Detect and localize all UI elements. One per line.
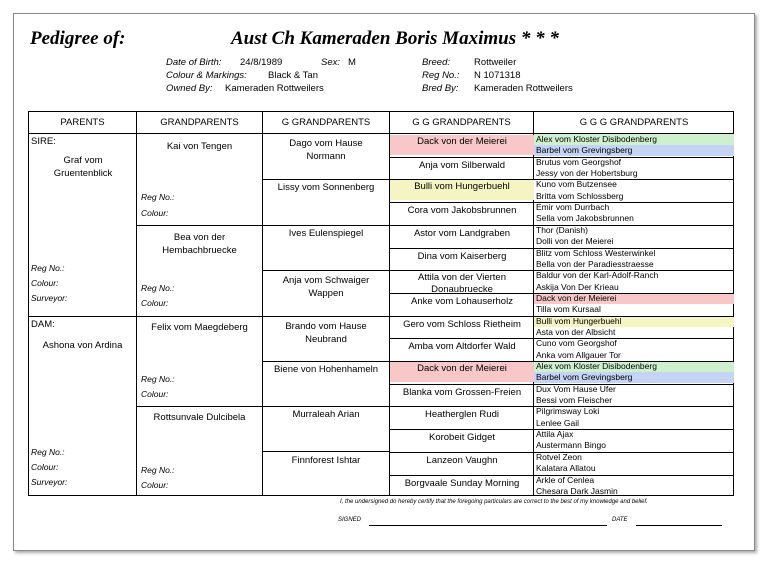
dam-name: Ashona von Ardina bbox=[42, 340, 123, 351]
row-divider bbox=[533, 293, 734, 294]
row-divider bbox=[389, 179, 533, 180]
row-divider bbox=[533, 157, 734, 158]
gg-grandparent-name: Gero vom Schloss Rietheim bbox=[403, 318, 521, 330]
gg-grandparent-name: Korobeit Gidget bbox=[428, 432, 495, 444]
row-divider bbox=[262, 179, 389, 180]
row-divider bbox=[389, 452, 533, 453]
ggg-grandparent-name: Sella vom Jakobsbrunnen bbox=[536, 213, 634, 224]
signed-line[interactable] bbox=[369, 525, 607, 526]
sire-surveyor-label: Surveyor: bbox=[31, 293, 68, 303]
breed-label: Breed: bbox=[422, 57, 450, 68]
row-divider bbox=[389, 429, 533, 430]
row-divider bbox=[533, 452, 734, 453]
row-divider bbox=[533, 179, 734, 180]
pedigree-table bbox=[28, 111, 734, 496]
g-grandparent-name: Biene von Hohenhameln bbox=[273, 364, 379, 375]
gg-grandparent-name: Cora vom Jakobsbrunnen bbox=[407, 205, 517, 217]
grandparent-name: Bea von der Hembachbruecke bbox=[162, 232, 237, 256]
ggg-grandparent-name: Arkle of Cenlea bbox=[536, 474, 595, 485]
sire-label: SIRE: bbox=[31, 136, 56, 147]
row-divider bbox=[389, 248, 533, 249]
sire-name: Graf vom Gruentenblick bbox=[53, 155, 113, 179]
title-label: Pedigree of: bbox=[30, 28, 126, 49]
ggg-grandparent-name: Baldur von der Karl-Adolf-Ranch bbox=[536, 270, 659, 281]
gg-grandparent-name: Heatherglen Rudi bbox=[425, 409, 499, 421]
reg-label: Reg No.: bbox=[141, 374, 175, 384]
ggg-grandparent-name: Austermann Bingo bbox=[536, 440, 606, 451]
ggg-grandparent-name: Dack von der Meierei bbox=[534, 293, 734, 304]
ggg-grandparent-name: Cuno vom Georgshof bbox=[536, 338, 617, 349]
header-grandparents: GRANDPARENTS bbox=[160, 117, 239, 128]
ggg-grandparent-name: Alex vom Kloster Disibodenberg bbox=[534, 134, 734, 145]
colour-label: Colour: bbox=[141, 389, 169, 399]
row-divider bbox=[389, 316, 533, 317]
ggg-grandparent-name: Attila Ajax bbox=[536, 429, 574, 440]
ggg-grandparent-name: Tilla vom Kursaal bbox=[536, 304, 601, 315]
gg-grandparent-name: Amba vom Altdorfer Wald bbox=[408, 341, 516, 353]
row-divider bbox=[262, 361, 389, 362]
ggg-grandparent-name: Bessi vom Fleischer bbox=[536, 395, 613, 406]
ggg-grandparent-name: Askija Von Der Krieau bbox=[536, 281, 619, 292]
ggg-grandparent-name: Chesara Dark Jasmin bbox=[536, 485, 618, 496]
ggg-grandparent-name: Lenlee Gail bbox=[536, 417, 580, 428]
row-divider bbox=[262, 406, 389, 407]
row-divider bbox=[533, 406, 734, 407]
gg-grandparent-name: Lanzeon Vaughn bbox=[426, 454, 498, 466]
ggg-grandparent-name: Dux Vom Hause Ufer bbox=[536, 383, 616, 394]
dob-value: 24/8/1989 bbox=[240, 57, 283, 68]
dog-name: Aust Ch Kameraden Boris Maximus * * * bbox=[231, 28, 559, 49]
g-grandparent-name: Dago vom Hause Normann bbox=[289, 138, 363, 162]
row-divider bbox=[533, 429, 734, 430]
gg-grandparent-name: Anja vom Silberwald bbox=[418, 159, 506, 171]
ggg-grandparent-name: Barbel vom Grevingsberg bbox=[534, 145, 734, 156]
row-divider bbox=[389, 338, 533, 339]
colour-label: Colour & Markings: bbox=[166, 70, 247, 81]
colour-label: Colour: bbox=[141, 480, 169, 490]
col-divider bbox=[262, 112, 263, 495]
gg-grandparent-name: Borgvaale Sunday Morning bbox=[404, 477, 520, 489]
ggg-grandparent-name: Bella von der Paradiesstraesse bbox=[536, 258, 654, 269]
sex-value: M bbox=[348, 57, 356, 68]
row-divider bbox=[533, 361, 734, 362]
reg-label: Reg No.: bbox=[141, 465, 175, 475]
ggg-grandparent-name: Rotvel Zeon bbox=[536, 451, 582, 462]
gg-grandparent-name: Attila von der Vierten Donaubruecke bbox=[417, 272, 506, 292]
g-grandparent-name: Brando vom Hause Neubrand bbox=[285, 321, 367, 345]
dob-label: Date of Birth: bbox=[166, 57, 222, 68]
ggg-grandparent-name: Jessy von der Hobertsburg bbox=[536, 168, 638, 179]
row-divider bbox=[262, 225, 389, 226]
signed-label: SIGNED bbox=[338, 517, 362, 523]
bred-label: Bred By: bbox=[422, 83, 459, 94]
ggg-grandparent-name: Alex vom Kloster Disibodenberg bbox=[534, 361, 734, 372]
sire-reg-label: Reg No.: bbox=[31, 263, 65, 273]
row-divider bbox=[389, 157, 533, 158]
colour-value: Black & Tan bbox=[268, 70, 318, 81]
ggg-grandparent-name: Pilgrimsway Loki bbox=[536, 406, 600, 417]
gg-grandparent-name: Dack von der Meierei bbox=[390, 362, 534, 382]
reg-label: Reg No.: bbox=[141, 283, 175, 293]
row-divider bbox=[389, 361, 533, 362]
row-divider bbox=[262, 451, 389, 452]
grandparent-name: Felix vom Maegdeberg bbox=[151, 322, 248, 333]
sire-colour-label: Colour: bbox=[31, 278, 59, 288]
reg-label: Reg No.: bbox=[141, 192, 175, 202]
row-divider bbox=[533, 338, 734, 339]
gg-grandparent-name: Anke vom Lohauserholz bbox=[411, 295, 513, 307]
regno-label: Reg No.: bbox=[422, 70, 460, 81]
ggg-grandparent-name: Britta vom Schlossberg bbox=[536, 190, 624, 201]
owned-label: Owned By: bbox=[166, 83, 213, 94]
g-grandparent-name: Murraleah Arian bbox=[292, 409, 360, 420]
col-divider bbox=[136, 112, 137, 495]
row-divider bbox=[533, 202, 734, 203]
row-divider bbox=[136, 225, 262, 226]
row-divider bbox=[262, 270, 389, 271]
bred-value: Kameraden Rottweilers bbox=[474, 83, 573, 94]
row-divider bbox=[533, 225, 734, 226]
header-g-grandparents: G GRANDPARENTS bbox=[281, 117, 371, 128]
g-grandparent-name: Lissy vom Sonnenberg bbox=[277, 182, 375, 193]
ggg-grandparent-name: Thor (Danish) bbox=[536, 224, 588, 235]
row-divider bbox=[136, 406, 262, 407]
ggg-grandparent-name: Anka vom Allgauer Tor bbox=[536, 349, 621, 360]
colour-label: Colour: bbox=[141, 208, 169, 218]
header-ggg-grandparents: G G G GRANDPARENTS bbox=[579, 117, 689, 128]
row-divider bbox=[29, 316, 389, 317]
g-grandparent-name: Ives Eulenspiegel bbox=[288, 228, 364, 239]
gg-grandparent-name: Dack von der Meierei bbox=[390, 135, 534, 155]
row-divider bbox=[389, 270, 533, 271]
ggg-grandparent-name: Bulli vom Hungerbuehl bbox=[534, 316, 734, 327]
row-divider bbox=[533, 248, 734, 249]
breed-value: Rottweiler bbox=[474, 57, 517, 68]
g-grandparent-name: Anja vom Schwaiger Wappen bbox=[282, 275, 370, 299]
gg-grandparent-name: Astor vom Landgraben bbox=[413, 227, 511, 239]
row-divider bbox=[533, 316, 734, 317]
ggg-grandparent-name: Emir vom Durrbach bbox=[536, 202, 610, 213]
grandparent-name: Kai von Tengen bbox=[166, 141, 233, 152]
ggg-grandparent-name: Asta von der Albsicht bbox=[536, 326, 616, 337]
date-line[interactable] bbox=[636, 525, 722, 526]
row-divider bbox=[533, 270, 734, 271]
ggg-grandparent-name: Barbel vom Grevingsberg bbox=[534, 372, 734, 383]
dam-surveyor-label: Surveyor: bbox=[31, 477, 68, 487]
ggg-grandparent-name: Brutus vom Georgshof bbox=[536, 156, 622, 167]
row-divider bbox=[389, 225, 533, 226]
regno-value: N 1071318 bbox=[474, 70, 521, 81]
ggg-grandparent-name: Blitz vom Schloss Westerwinkel bbox=[536, 247, 656, 258]
owned-value: Kameraden Rottweilers bbox=[225, 83, 324, 94]
dam-colour-label: Colour: bbox=[31, 462, 59, 472]
certify-text: I, the undersigned do hereby certify that the foregoing particulars are correct to the best of my knowledge and belief. bbox=[340, 499, 648, 505]
dam-reg-label: Reg No.: bbox=[31, 447, 65, 457]
gg-grandparent-name: Blanka vom Grossen-Freien bbox=[402, 386, 522, 398]
g-grandparent-name: Finnforest Ishtar bbox=[291, 455, 361, 466]
row-divider bbox=[389, 406, 533, 407]
gg-grandparent-name: Dina vom Kaiserberg bbox=[417, 250, 507, 262]
row-divider bbox=[389, 384, 533, 385]
sex-label: Sex: bbox=[321, 57, 341, 68]
gg-grandparent-name: Bulli vom Hungerbuehl bbox=[390, 180, 534, 200]
row-divider bbox=[389, 293, 533, 294]
ggg-grandparent-name: Kuno vom Butzensee bbox=[536, 179, 617, 190]
date-label: DATE bbox=[612, 517, 628, 523]
ggg-grandparent-name: Kalatara Allatou bbox=[536, 463, 596, 474]
dam-label: DAM: bbox=[31, 319, 55, 330]
row-divider bbox=[389, 202, 533, 203]
row-divider bbox=[533, 475, 734, 476]
header-parents: PARENTS bbox=[60, 117, 105, 128]
colour-label: Colour: bbox=[141, 298, 169, 308]
grandparent-name: Rottsunvale Dulcibela bbox=[153, 412, 246, 423]
header-gg-grandparents: G G GRANDPARENTS bbox=[412, 117, 511, 128]
ggg-grandparent-name: Dolli von der Meierei bbox=[536, 236, 614, 247]
row-divider bbox=[389, 475, 533, 476]
row-divider bbox=[533, 384, 734, 385]
